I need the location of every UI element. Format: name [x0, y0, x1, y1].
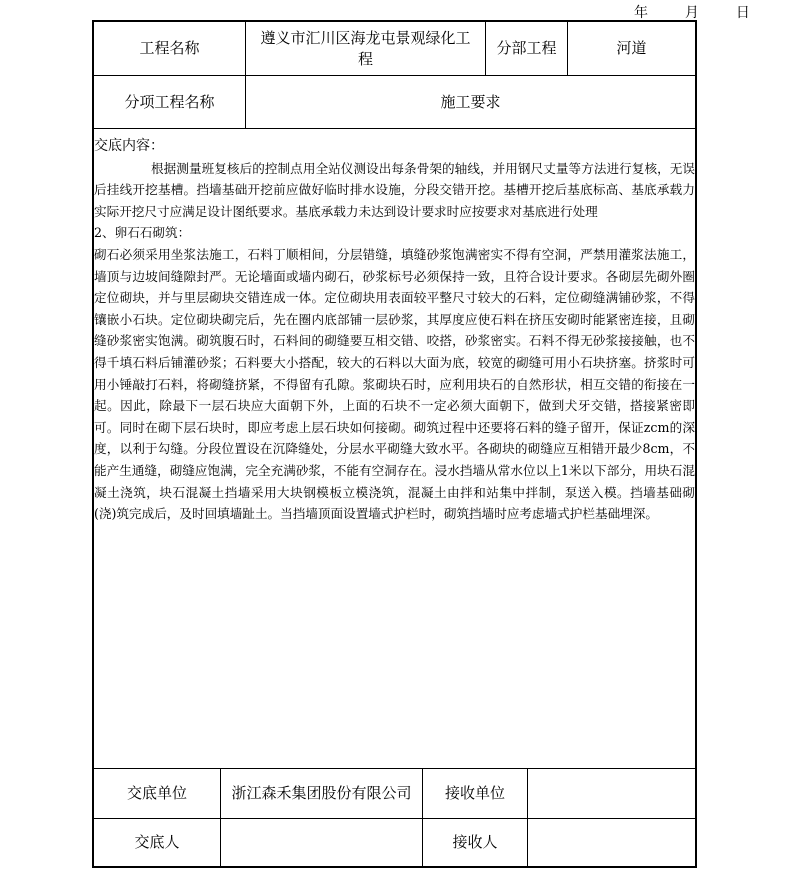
date-line	[634, 2, 794, 22]
issuer-unit-value: 浙江森禾集团股份有限公司	[231, 784, 412, 802]
issuer-person-label: 交底人	[134, 833, 180, 851]
item-value: 施工要求	[440, 92, 501, 111]
receiver-unit-value	[528, 769, 695, 818]
date-month: 月	[684, 5, 699, 21]
project-name-label: 工程名称	[139, 39, 200, 57]
sub-project-label: 分部工程	[496, 39, 557, 57]
date-year: 年	[634, 5, 648, 21]
content-heading: 交底内容：	[94, 138, 164, 154]
handover-content	[94, 130, 695, 770]
sub-project-value: 河道	[616, 39, 647, 57]
issuer-person-value	[221, 819, 422, 866]
handover-form	[92, 20, 697, 868]
date-day: 日	[735, 5, 750, 21]
receiver-person-value	[528, 819, 695, 866]
receiver-person-label: 接收人	[452, 833, 498, 851]
content-paragraph-2: 砌石必须采用坐浆法施工，石料丁顺相间，分层错缝，填缝砂浆饱满密实不得有空洞，严禁用灌浆法施工，墙顶与边坡间缝隙封严。无论墙面或墙内砌石，砂浆标号必须保持一致，且符合设计要求。各砌层先砌外圈定位砌块，并与里层砌块交错连成一体。定位砌块用表面较平整尺寸较大的石料，定位砌缝满铺砂浆，不得镶嵌小石块。定位砌块砌完后，先在圈内底部铺一层砂浆，其厚度应使石料在挤压安砌时能紧密连接，且砌缝砂浆密实饱满。砌筑腹石时，石料间的砌缝要互相交错、咬搭，砂浆密实。石料不得无砂浆接接触，也不得千填石料后铺灌砂浆；石料要大小搭配，较大的石料以大面为底，较宽的砌缝可用小石块挤塞。挤浆时可用小锤敲打石料，将砌缝挤紧，不得留有孔隙。浆砌块石时，应利用块石的自然形状，相互交错的衔接在一起。因此，除最下一层石块应大面朝下外，上面的石块不一定必须大面朝下，做到犬牙交错，搭接紧密即可。同时在砌下层石块时，即应考虑上层石块如何接砌。砌筑过程中还要将石料的缝子留开，保证zcm的深度，以利于勾缝。分段位置设在沉降缝处，分层水平砌缝大致水平。各砌块的砌缝应互相错开最少8cm，不能产生通缝，砌缝应饱满，完全充满砂浆，不能有空洞存在。浸水挡墙从常水位以上1米以下部分，用块石混凝土浇筑，块石混凝土挡墙采用大块钢模板立模浇筑，混凝土由拌和站集中拌制，泵送入模。挡墙基础砌(浇)筑完成后，及时回填墙趾土。当挡墙顶面设置墙式护栏时，砌筑挡墙时应考虑墙式护栏基础埋深。	[94, 246, 695, 522]
project-name-value: 遵义市汇川区海龙屯景观绿化工程	[260, 28, 471, 68]
issuer-unit-label: 交底单位	[126, 784, 187, 802]
section-2-title: 2、卵石石砌筑：	[94, 225, 191, 241]
item-label: 分项工程名称	[124, 92, 215, 111]
content-paragraph-1: 根据测量班复核后的控制点用全站仪测设出每条骨架的轴线，并用钢尺丈量等方法进行复核，无误后挂线开挖基槽。挡墙基础开挖前应做好临时排水设施，分段交错开挖。基槽开挖后基底标高、基底承载力实际开挖尺寸应满足设计图纸要求。基底承载力未达到设计要求时应按要求对基底进行处理	[94, 160, 695, 219]
receiver-unit-label: 接收单位	[444, 784, 505, 802]
